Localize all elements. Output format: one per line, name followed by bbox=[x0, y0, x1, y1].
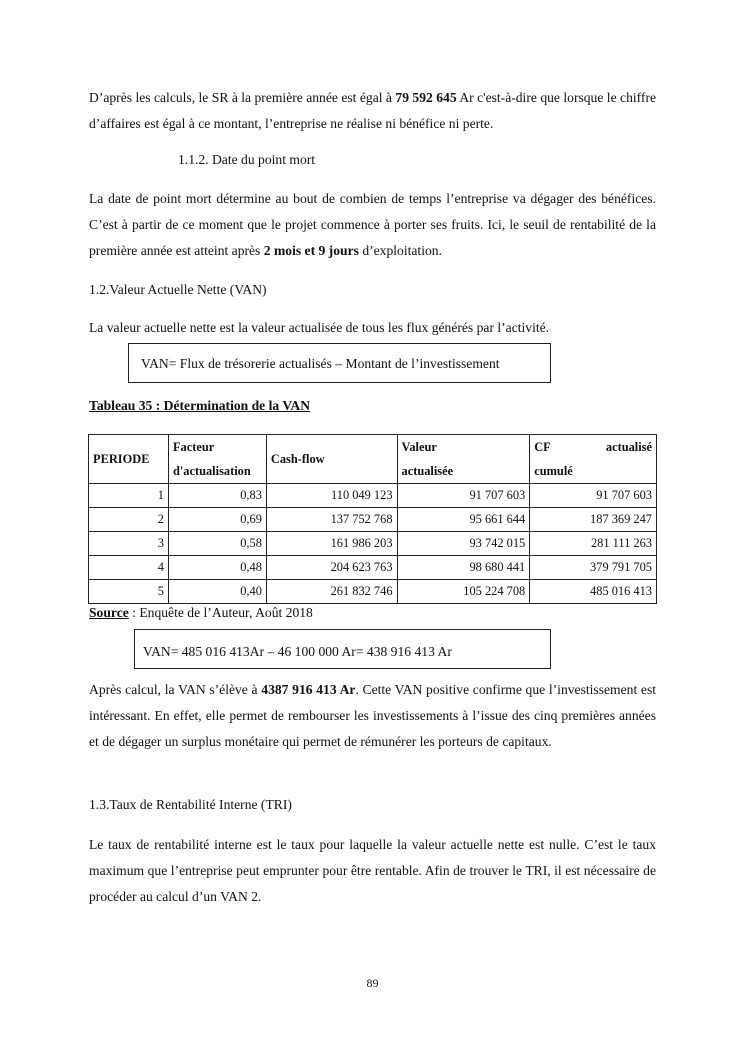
cell-periode: 2 bbox=[89, 508, 169, 532]
cell-facteur: 0,69 bbox=[168, 508, 266, 532]
cell-periode: 1 bbox=[89, 484, 169, 508]
cell-periode: 5 bbox=[89, 580, 169, 604]
table-header-row bbox=[89, 435, 657, 484]
cell-cashflow: 261 832 746 bbox=[266, 580, 397, 604]
cell-periode: 3 bbox=[89, 532, 169, 556]
header-valeur-line2: actualisée bbox=[401, 464, 454, 478]
header-periode: PERIODE bbox=[89, 435, 169, 484]
intro-text-1: D’après les calculs, le SR à la première année est égal à bbox=[89, 90, 392, 105]
cell-valeur: 93 742 015 bbox=[397, 532, 530, 556]
header-cashflow: Cash-flow bbox=[266, 435, 397, 484]
cell-cumule: 379 791 705 bbox=[530, 556, 657, 580]
cell-facteur: 0,83 bbox=[168, 484, 266, 508]
header-cf-line1 bbox=[534, 435, 652, 459]
source-label: Source bbox=[89, 605, 129, 620]
van-result-formula-box: VAN= 485 016 413Ar – 46 100 000 Ar= 438 916 413 Ar bbox=[134, 629, 551, 669]
cell-cashflow: 204 623 763 bbox=[266, 556, 397, 580]
cell-cumule: 281 111 263 bbox=[530, 532, 657, 556]
table-row bbox=[89, 580, 657, 604]
section-13-paragraph: Le taux de rentabilité interne est le taux pour laquelle la valeur actuelle nette est nulle. C’est le taux maximum que l’entreprise peut emprunter pour être rentable. Afin de trouver le TRI, il est nécessaire de procéder au calcul d’un VAN 2. bbox=[89, 837, 656, 904]
van-result-text-1: Après calcul, la VAN s’élève à bbox=[89, 682, 258, 697]
header-cf-word: CF bbox=[534, 440, 551, 454]
header-cf-cumule bbox=[530, 435, 657, 484]
intro-paragraph bbox=[89, 85, 656, 137]
intro-text-2: Ar c'est-à-dire que lorsque le chiffre d’affaires est égal à ce montant, l’entreprise ne réalise ni bénéfice ni perte. bbox=[89, 90, 657, 131]
cell-cumule: 187 369 247 bbox=[530, 508, 657, 532]
van-result-paragraph bbox=[89, 677, 656, 755]
header-facteur-line1: Facteur bbox=[172, 440, 215, 454]
header-valeur bbox=[397, 435, 530, 484]
header-valeur-line1: Valeur bbox=[401, 440, 437, 454]
section-112-title: 1.1.2. Date du point mort bbox=[178, 152, 316, 167]
cell-cumule: 485 016 413 bbox=[530, 580, 657, 604]
cell-valeur: 95 661 644 bbox=[397, 508, 530, 532]
cell-facteur: 0,40 bbox=[168, 580, 266, 604]
header-facteur-line2: d'actualisation bbox=[172, 464, 251, 478]
point-mort-duration: 2 mois et 9 jours bbox=[263, 243, 359, 258]
van-definition: La valeur actuelle nette est la valeur actualisée de tous les flux générés par l’activité. bbox=[89, 320, 550, 335]
van-table bbox=[88, 434, 657, 604]
table-title: Tableau 35 : Détermination de la VAN bbox=[89, 398, 311, 413]
cell-periode: 4 bbox=[89, 556, 169, 580]
cell-cashflow: 161 986 203 bbox=[266, 532, 397, 556]
header-actualise-word: actualisé bbox=[605, 440, 652, 454]
table-row bbox=[89, 532, 657, 556]
cell-facteur: 0,58 bbox=[168, 532, 266, 556]
header-cf-line2: cumulé bbox=[534, 464, 573, 478]
van-result-text-2: . Cette VAN positive confirme que l’investissement est intéressant. En effet, elle permet de rembourser les investissements à l’issue des cinq premières années et de dégager un surplus monétaire qui permet de rémunérer les porteurs de capitaux. bbox=[89, 682, 657, 749]
cell-valeur: 105 224 708 bbox=[397, 580, 530, 604]
source-text: : Enquête de l’Auteur, Août 2018 bbox=[132, 605, 313, 620]
table-source bbox=[89, 605, 313, 621]
table-row bbox=[89, 484, 657, 508]
section-12-title: 1.2.Valeur Actuelle Nette (VAN) bbox=[89, 282, 267, 297]
intro-sr-value: 79 592 645 bbox=[395, 90, 457, 105]
cell-cashflow: 137 752 768 bbox=[266, 508, 397, 532]
page-number: 89 bbox=[366, 976, 379, 990]
cell-valeur: 91 707 603 bbox=[397, 484, 530, 508]
van-formula-box: VAN= Flux de trésorerie actualisés – Montant de l’investissement bbox=[128, 343, 551, 383]
section-112-text-2: d’exploitation. bbox=[362, 243, 442, 258]
section-112-text-1: La date de point mort détermine au bout de combien de temps l’entreprise va dégager des bénéfices. C’est à partir de ce moment que le projet commence à porter ses fruits. Ici, le seuil de rentabilité de la première année est atteint après bbox=[89, 191, 656, 258]
van-value: 4387 916 413 Ar bbox=[261, 682, 356, 697]
cell-cashflow: 110 049 123 bbox=[266, 484, 397, 508]
cell-valeur: 98 680 441 bbox=[397, 556, 530, 580]
section-13-title: 1.3.Taux de Rentabilité Interne (TRI) bbox=[89, 797, 292, 812]
section-112-paragraph bbox=[89, 186, 656, 264]
header-facteur bbox=[168, 435, 266, 484]
cell-cumule: 91 707 603 bbox=[530, 484, 657, 508]
table-row bbox=[89, 508, 657, 532]
table-row bbox=[89, 556, 657, 580]
cell-facteur: 0,48 bbox=[168, 556, 266, 580]
